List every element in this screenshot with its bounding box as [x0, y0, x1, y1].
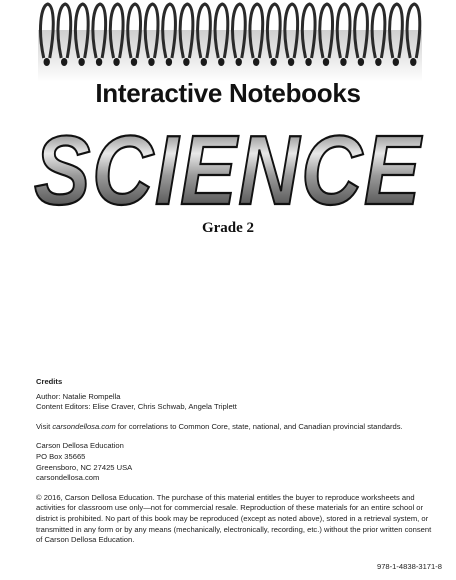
binding-hole [113, 58, 119, 66]
visit-line: Visit carsondellosa.com for correlations to Common Core, state, national, and Canadian provincial standards. [36, 421, 403, 431]
binding-hole [96, 58, 102, 66]
subject-text: SCIENCE [34, 118, 423, 218]
binding-hole [410, 58, 416, 66]
editors-line: Content Editors: Elise Craver, Chris Schwab, Angela Triplett [36, 402, 237, 412]
binding-hole [131, 58, 137, 66]
grade-label: Grade 2 [201, 220, 255, 236]
binding-hole [270, 58, 276, 66]
series-title: Interactive Notebooks [95, 78, 361, 108]
binding-hole [148, 58, 154, 66]
binding-hole [236, 58, 242, 66]
publisher-address [36, 441, 436, 483]
binding-hole [288, 58, 294, 66]
binding-hole [166, 58, 172, 66]
publisher-city: Greensboro, NC 27425 USA [36, 462, 133, 472]
binding-hole [393, 58, 399, 66]
credits-block [36, 377, 436, 546]
subject-title [30, 118, 426, 218]
binding-hole [253, 58, 259, 66]
isbn-number: 978-1-4838-3171-8 [376, 562, 442, 571]
publisher-po-box: PO Box 35665 [36, 451, 86, 461]
publisher-name: Carson Dellosa Education [36, 441, 124, 451]
publisher-website: carsondellosa.com [36, 473, 100, 483]
credits-heading: Credits [36, 377, 63, 386]
binding-hole [305, 58, 311, 66]
binding-hole [201, 58, 207, 66]
binding-hole [78, 58, 84, 66]
website-link[interactable]: carsondellosa.com [52, 421, 116, 431]
author-line: Author: Natalie Rompella [36, 391, 121, 401]
copyright-notice: © 2016, Carson Dellosa Education. The purchase of this material entitles the buyer to reproduce worksheets and activities for classroom use only—not for commercial resale. Reproduction of these materials for an entire school or district is prohibited. No part of this book may be reproduced (except as noted above), stored in a retrieval system, or transmitted in any form or by any means (mechanically, electronically, recording, etc.) without the prior written consent of Carson Dellosa Education. [36, 492, 432, 545]
binding-hole [323, 58, 329, 66]
spiral-binding-graphic [38, 0, 422, 82]
binding-hole [183, 58, 189, 66]
binding-hole [358, 58, 364, 66]
binding-hole [44, 58, 50, 66]
binding-hole [340, 58, 346, 66]
binding-hole [218, 58, 224, 66]
binding-hole [375, 58, 381, 66]
binding-hole [61, 58, 67, 66]
